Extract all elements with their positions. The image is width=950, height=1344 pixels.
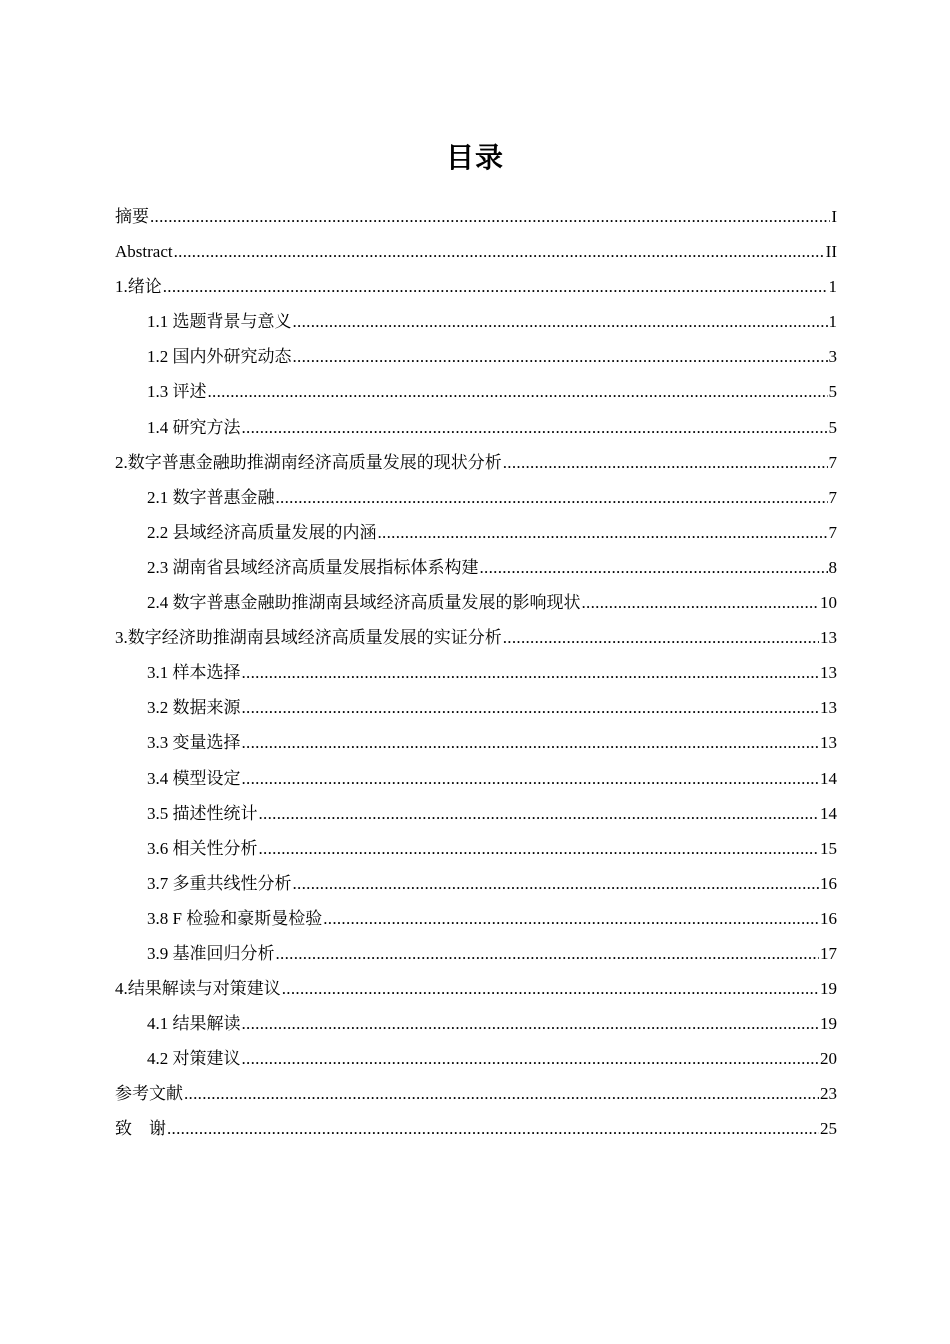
toc-leader-dots <box>503 620 819 655</box>
toc-entry-page: 7 <box>828 452 837 472</box>
toc-entry-page: II <box>825 242 837 262</box>
toc-entry-label: 2.1 数字普惠金融 <box>147 487 275 507</box>
toc-leader-dots <box>242 655 820 690</box>
toc-entry-page: 13 <box>820 628 837 648</box>
toc-entry-page: 13 <box>820 698 837 718</box>
toc-entry[interactable] <box>115 901 837 936</box>
toc-entry-label: 致 谢 <box>115 1119 166 1139</box>
toc-entry-page: 10 <box>820 593 837 613</box>
toc-entry[interactable] <box>115 585 837 620</box>
toc-entry[interactable] <box>115 1041 837 1076</box>
toc-entry-label: 3.8 F 检验和豪斯曼检验 <box>147 908 323 928</box>
toc-entry-page: 5 <box>828 382 837 402</box>
toc-leader-dots <box>282 971 819 1006</box>
toc-entry-page: 8 <box>828 557 837 577</box>
toc-entry[interactable] <box>115 866 837 901</box>
toc-entry-label: 3.7 多重共线性分析 <box>147 873 292 893</box>
toc-entry-page: 7 <box>828 522 837 542</box>
toc-leader-dots <box>259 831 820 866</box>
toc-entry-label: 2.3 湖南省县域经济高质量发展指标体系构建 <box>147 557 479 577</box>
toc-entry-label: 2.数字普惠金融助推湖南经济高质量发展的现状分析 <box>115 452 502 472</box>
toc-entry-label: 1.1 选题背景与意义 <box>147 312 292 332</box>
toc-entry-page: 3 <box>828 347 837 367</box>
toc-leader-dots <box>480 550 828 585</box>
toc-title: 目录 <box>445 141 504 174</box>
toc-entry-page: 19 <box>820 979 837 999</box>
toc-entry[interactable] <box>115 1111 837 1146</box>
toc-entry-page: 16 <box>820 908 837 928</box>
toc-entry[interactable] <box>115 620 837 655</box>
toc-leader-dots <box>242 410 828 445</box>
toc-entry-label: 1.3 评述 <box>147 382 207 402</box>
toc-leader-dots <box>242 1006 820 1041</box>
toc-entry[interactable] <box>115 374 837 409</box>
toc-leader-dots <box>184 1076 819 1111</box>
toc-entry-page: I <box>831 207 837 226</box>
toc-leader-dots <box>323 901 819 936</box>
toc-entry-label: 3.5 描述性统计 <box>147 803 258 823</box>
toc-entry[interactable] <box>115 690 837 725</box>
toc-entry[interactable] <box>115 480 837 515</box>
toc-entry-label: 参考文献 <box>115 1084 183 1104</box>
toc-entry[interactable] <box>115 971 837 1006</box>
toc-entry[interactable] <box>115 304 837 339</box>
toc-leader-dots <box>242 761 820 796</box>
toc-entry-page: 1 <box>828 277 837 297</box>
toc-leader-dots <box>150 199 830 234</box>
toc-leader-dots <box>242 725 820 760</box>
toc-entry-label: 1.2 国内外研究动态 <box>147 347 292 367</box>
toc-leader-dots <box>293 304 828 339</box>
toc-entry[interactable] <box>115 796 837 831</box>
toc-leader-dots <box>208 374 828 409</box>
toc-entry-label: 3.2 数据来源 <box>147 698 241 718</box>
toc-entry-page: 13 <box>820 733 837 753</box>
toc-entry-label: 3.4 模型设定 <box>147 768 241 788</box>
toc-entry-page: 1 <box>828 312 837 332</box>
toc-entry-label: 2.4 数字普惠金融助推湖南县域经济高质量发展的影响现状 <box>147 593 581 613</box>
toc-entry[interactable] <box>115 410 837 445</box>
toc-entry-page: 5 <box>828 417 837 437</box>
toc-entry[interactable] <box>115 1076 837 1111</box>
toc-entry-page: 20 <box>820 1049 837 1069</box>
toc-entry[interactable] <box>115 339 837 374</box>
toc-entry-label: 3.1 样本选择 <box>147 663 241 683</box>
toc-entry-label: 摘要 <box>115 207 149 226</box>
toc-leader-dots <box>167 1111 819 1146</box>
toc-leader-dots <box>259 796 820 831</box>
toc-entry[interactable] <box>115 445 837 480</box>
toc-entry-page: 17 <box>820 943 837 963</box>
toc-entry-label: 4.2 对策建议 <box>147 1049 241 1069</box>
toc-entry[interactable] <box>115 234 837 269</box>
toc-entry-label: 3.3 变量选择 <box>147 733 241 753</box>
toc-leader-dots <box>582 585 820 620</box>
toc-entry[interactable] <box>115 655 837 690</box>
toc-entry[interactable] <box>115 725 837 760</box>
toc-entry-page: 15 <box>820 838 837 858</box>
toc-entry[interactable] <box>115 515 837 550</box>
toc-entry-page: 23 <box>820 1084 837 1104</box>
toc-leader-dots <box>242 1041 820 1076</box>
toc-entry-page: 13 <box>820 663 837 683</box>
toc-entry-page: 14 <box>820 803 837 823</box>
toc-entry-label: 3.9 基准回归分析 <box>147 943 275 963</box>
toc-entry-page: 16 <box>820 873 837 893</box>
toc-entry[interactable] <box>115 761 837 796</box>
toc-entry-label: Abstract <box>115 242 173 262</box>
toc-entry-label: 4.结果解读与对策建议 <box>115 979 281 999</box>
toc-entry-label: 2.2 县域经济高质量发展的内涵 <box>147 522 377 542</box>
toc-entry[interactable] <box>115 199 837 234</box>
toc-entry-label: 1.4 研究方法 <box>147 417 241 437</box>
toc-entry-page: 7 <box>828 487 837 507</box>
toc-leader-dots <box>503 445 828 480</box>
toc-entry[interactable] <box>115 1006 837 1041</box>
toc-leader-dots <box>378 515 828 550</box>
toc-entry-label: 3.数字经济助推湖南县域经济高质量发展的实证分析 <box>115 628 502 648</box>
toc-entry[interactable] <box>115 936 837 971</box>
toc-leader-dots <box>242 690 820 725</box>
toc-entry-page: 25 <box>820 1119 837 1139</box>
toc-leader-dots <box>174 234 825 269</box>
toc-entry[interactable] <box>115 831 837 866</box>
toc-entry-label: 3.6 相关性分析 <box>147 838 258 858</box>
toc-leader-dots <box>293 339 828 374</box>
toc-list <box>115 199 837 1147</box>
toc-entry-page: 19 <box>820 1014 837 1034</box>
toc-leader-dots <box>293 866 820 901</box>
toc-entry-label: 1.绪论 <box>115 277 162 297</box>
toc-leader-dots <box>276 480 828 515</box>
toc-leader-dots <box>276 936 820 971</box>
toc-leader-dots <box>163 269 828 304</box>
toc-entry[interactable] <box>115 269 837 304</box>
toc-entry-label: 4.1 结果解读 <box>147 1014 241 1034</box>
toc-entry-page: 14 <box>820 768 837 788</box>
toc-entry[interactable] <box>115 550 837 585</box>
